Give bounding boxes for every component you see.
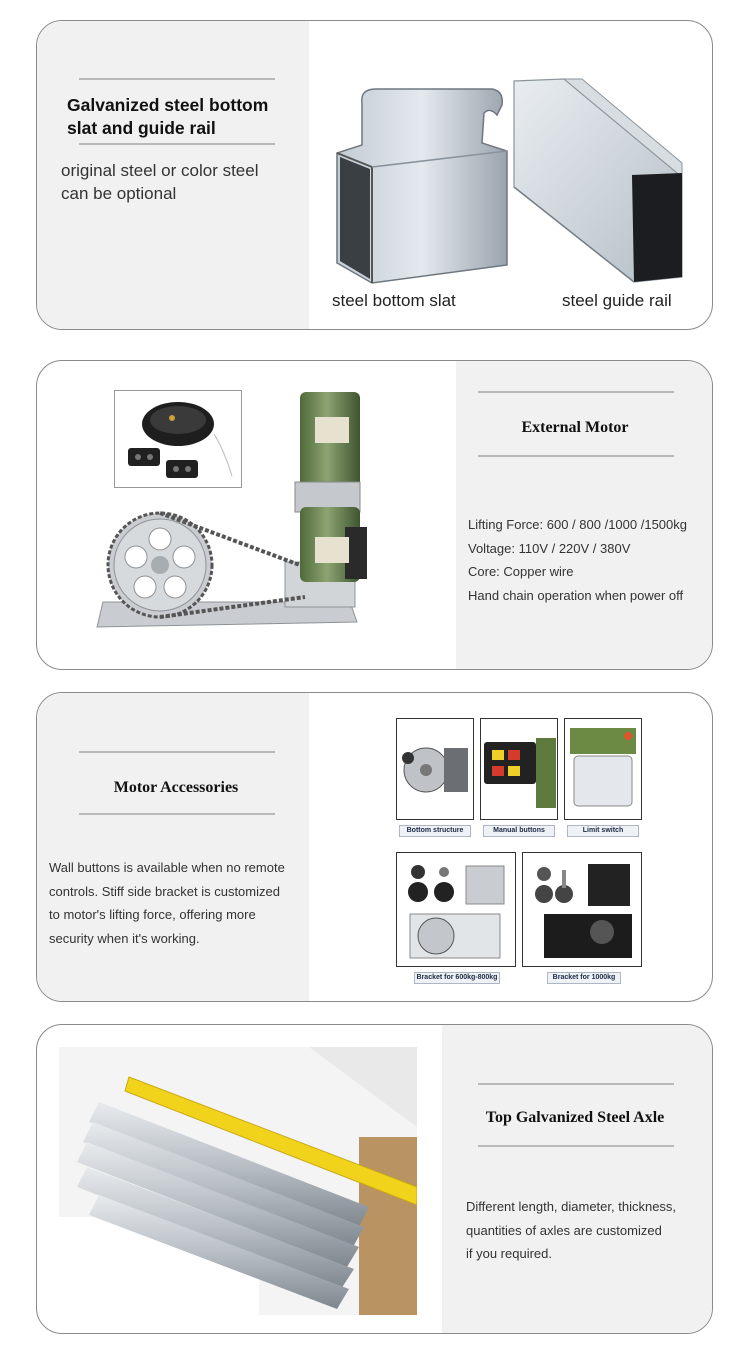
section-title: External Motor: [521, 419, 629, 436]
bracket-1000-image: [522, 852, 642, 967]
label-manual-buttons: Manual buttons: [483, 825, 555, 837]
section-title: [67, 94, 268, 140]
text-panel: [37, 693, 309, 1001]
section-title: Top Galvanized Steel Axle: [485, 1109, 665, 1126]
desc-line: if you required.: [466, 1246, 552, 1261]
label-bracket-600-800: Bracket for 600kg-800kg: [414, 972, 500, 984]
spec-core: Core: Copper wire: [468, 564, 574, 579]
spec-list: [468, 513, 708, 607]
caption-bottom-slat: steel bottom slat: [332, 291, 456, 310]
desc-line: to motor's lifting force, offering more: [49, 907, 256, 922]
divider: [478, 1083, 674, 1085]
steel-guide-rail-image: [512, 77, 687, 287]
divider: [79, 813, 275, 815]
desc-line: Wall buttons is available when no remote: [49, 860, 285, 875]
title-line: slat and guide rail: [67, 118, 216, 138]
desc-line: controls. Stiff side bracket is customized: [49, 883, 280, 899]
divider: [79, 751, 275, 753]
divider: [79, 78, 275, 80]
desc-line: original steel or color steel: [61, 161, 259, 180]
divider: [478, 391, 674, 393]
section-description: [61, 159, 258, 205]
steel-bottom-slat-image: [332, 83, 512, 288]
desc-line: security when it's working.: [49, 930, 200, 946]
steel-axle-image: [59, 1047, 417, 1315]
divider: [478, 455, 674, 457]
card-external-motor: [36, 360, 713, 670]
desc-line: Different length, diameter, thickness,: [466, 1199, 677, 1214]
desc-line: can be optional: [61, 184, 177, 203]
limit-switch-image: [564, 718, 642, 820]
label-bottom-structure: Bottom structure: [399, 825, 471, 837]
axle-description: [466, 1195, 706, 1266]
spec-hand-chain: Hand chain operation when power off: [468, 587, 684, 603]
divider: [478, 1145, 674, 1147]
title-line: Galvanized steel bottom: [67, 95, 269, 115]
card-steel-axle: [36, 1024, 713, 1334]
card-motor-accessories: [36, 692, 713, 1002]
text-panel: [442, 1025, 712, 1333]
accessories-description: [49, 856, 309, 950]
desc-line: quantities of axles are customized: [466, 1222, 662, 1238]
bottom-structure-image: [396, 718, 474, 820]
divider: [79, 143, 275, 145]
spec-lifting-force: Lifting Force: 600 / 800 /1000 /1500kg: [468, 517, 687, 532]
spec-voltage: Voltage: 110V / 220V / 380V: [468, 540, 631, 556]
external-motor-image: [95, 387, 425, 647]
label-bracket-1000: Bracket for 1000kg: [547, 972, 621, 984]
manual-buttons-image: [480, 718, 558, 820]
card-steel-slat: [36, 20, 713, 330]
label-limit-switch: Limit switch: [567, 825, 639, 837]
caption-guide-rail: steel guide rail: [562, 291, 672, 310]
bracket-600-800-image: [396, 852, 516, 967]
section-title: Motor Accessories: [113, 779, 239, 796]
